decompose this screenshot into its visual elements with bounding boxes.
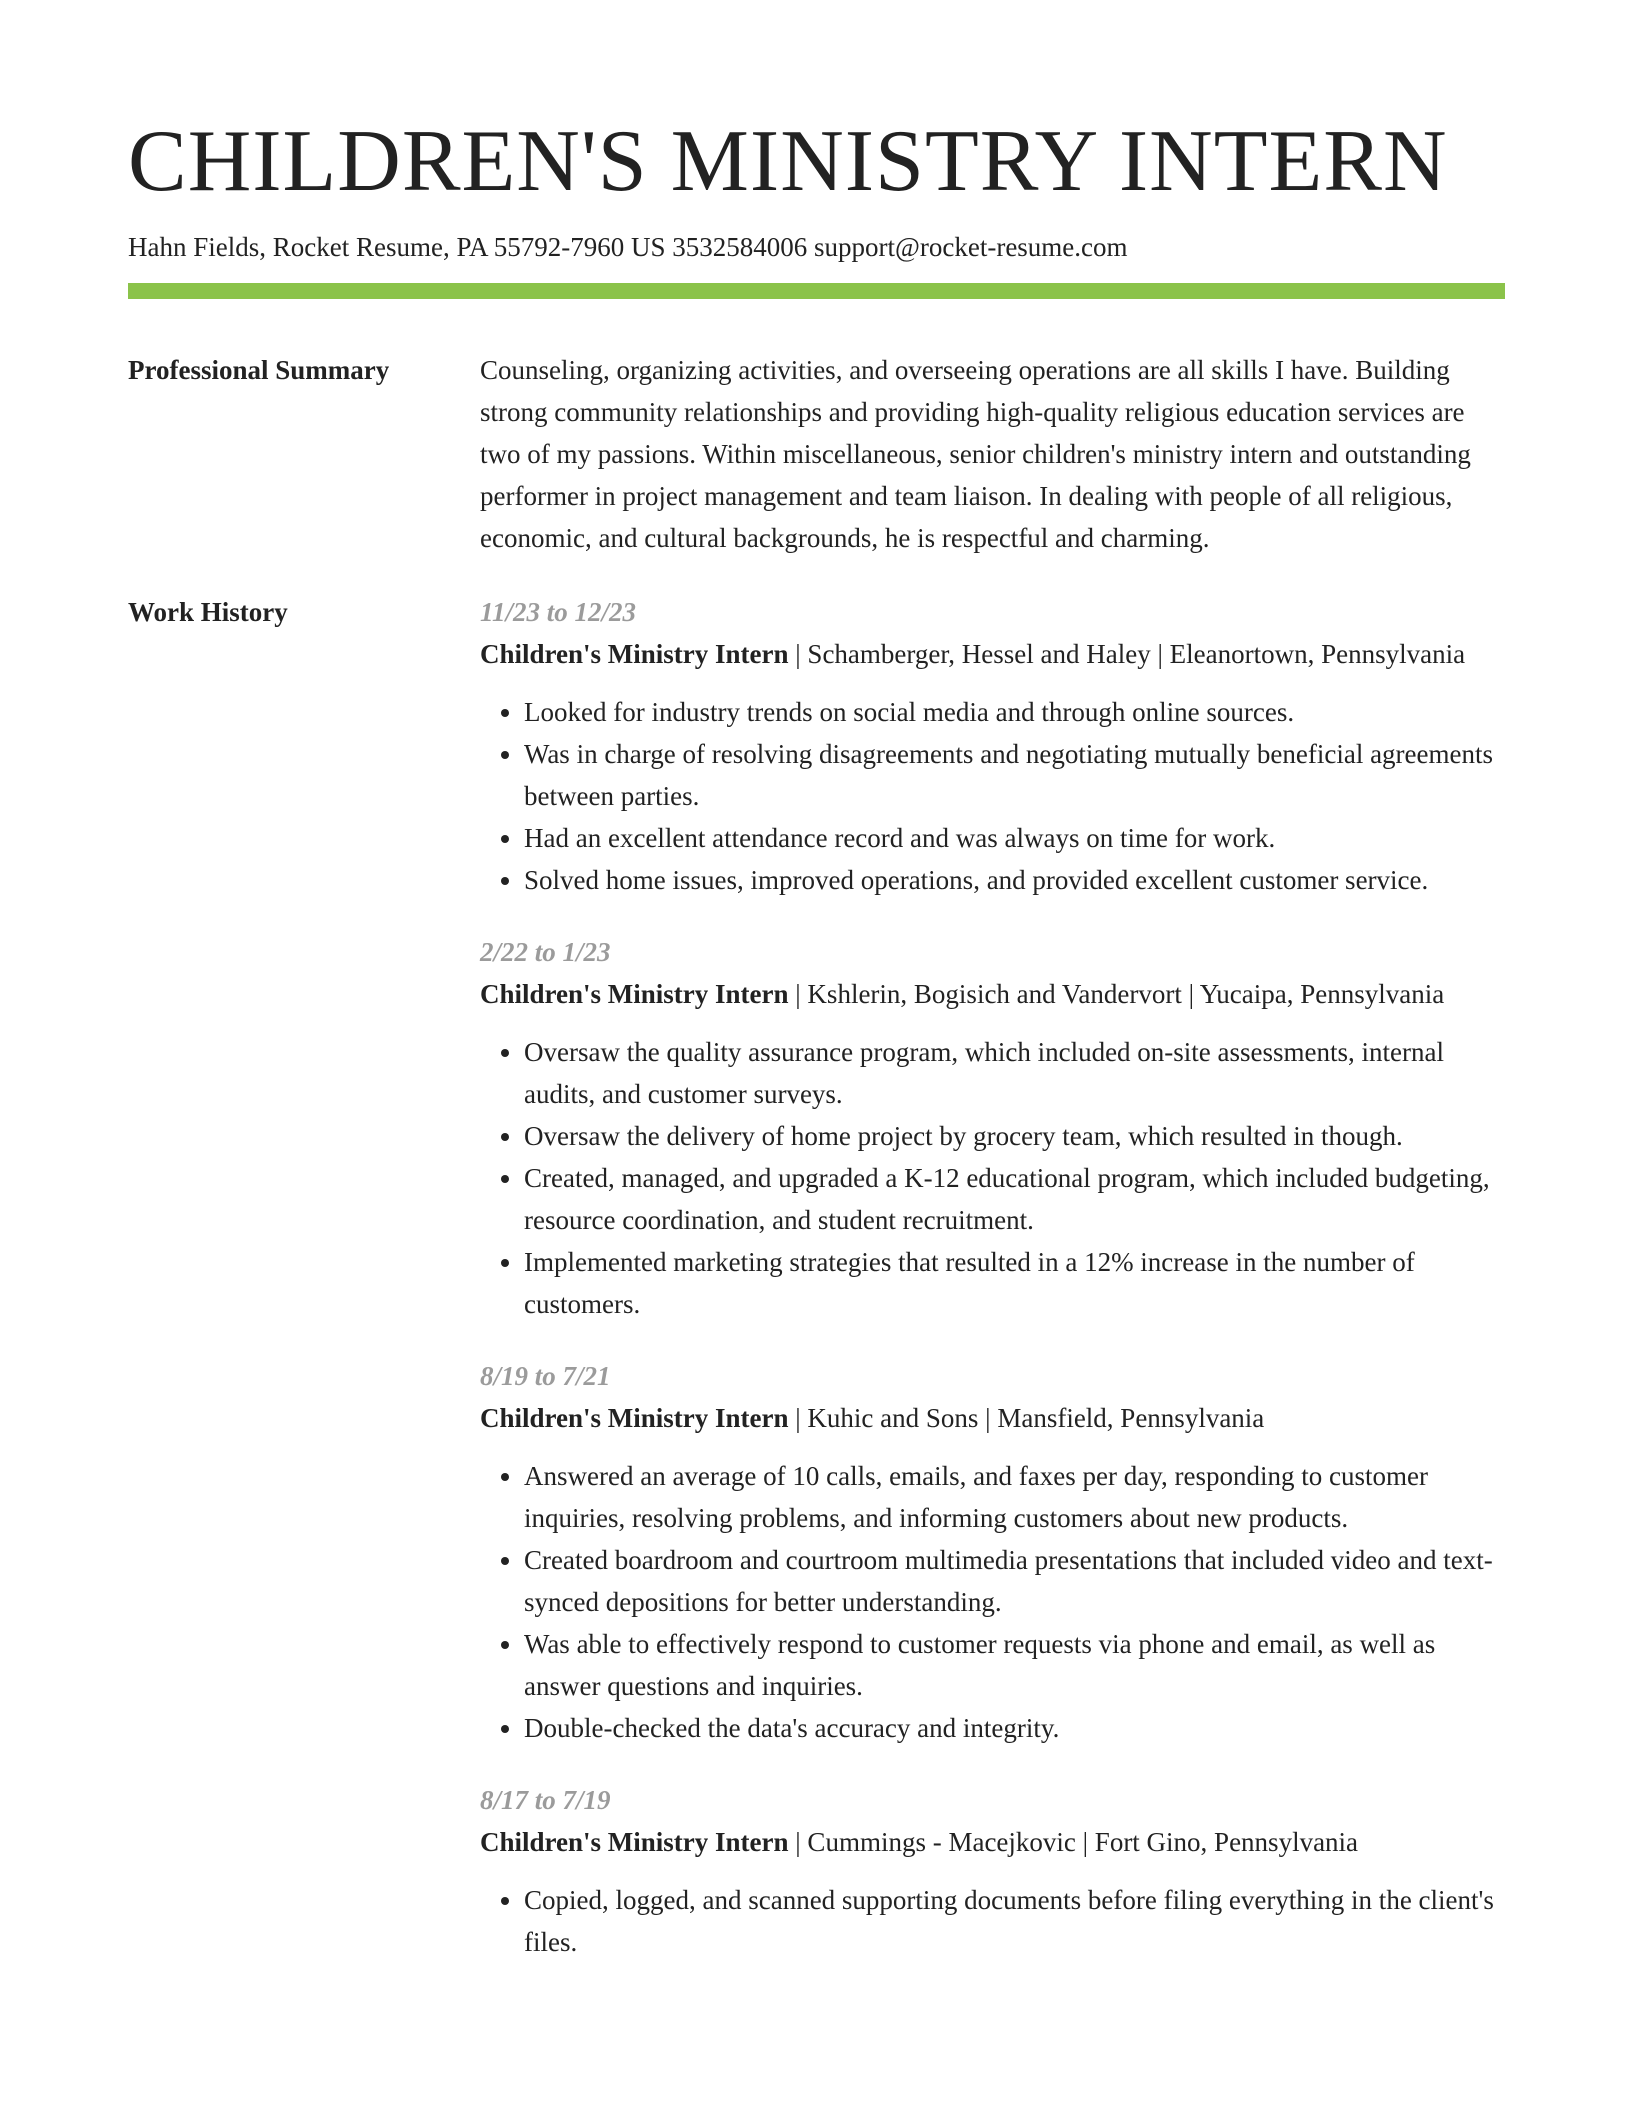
- job-heading: [480, 1821, 1505, 1863]
- job-bullet: • Was able to effectively respond to customer requests via phone and email, as well as answer questions and inquiries.: [524, 1623, 1505, 1707]
- resume-page: [128, 113, 1505, 1993]
- job-dates: 8/19 to 7/21: [480, 1361, 611, 1392]
- job-dates: 8/17 to 7/19: [480, 1785, 611, 1816]
- job-entry: [480, 1355, 1505, 1749]
- job-details: | Schamberger, Hessel and Haley | Eleanortown, Pennsylvania: [788, 639, 1466, 670]
- job-details: | Kuhic and Sons | Mansfield, Pennsylvania: [788, 1403, 1265, 1434]
- job-title: Children's Ministry Intern: [480, 1403, 789, 1434]
- section-label: Professional Summary: [128, 355, 390, 386]
- job-bullet: • Answered an average of 10 calls, emails, and faxes per day, responding to customer inquiries, resolving problems, and informing customers about new products.: [524, 1455, 1505, 1539]
- job-bullet: • Had an excellent attendance record and was always on time for work.: [524, 817, 1505, 859]
- job-title: Children's Ministry Intern: [480, 979, 789, 1010]
- job-heading: [480, 633, 1505, 675]
- job-title: Children's Ministry Intern: [480, 1827, 789, 1858]
- job-details: | Cummings - Macejkovic | Fort Gino, Pennsylvania: [788, 1827, 1359, 1858]
- job-dates: 2/22 to 1/23: [480, 937, 611, 968]
- job-bullets: [480, 1031, 1505, 1325]
- job-bullet: • Was in charge of resolving disagreements and negotiating mutually beneficial agreements between parties.: [524, 733, 1505, 817]
- job-bullet: • Looked for industry trends on social media and through online sources.: [524, 691, 1505, 733]
- professional-summary-section: [128, 349, 1505, 559]
- job-bullets: [480, 1879, 1505, 1963]
- resume-title: CHILDREN'S MINISTRY INTERN: [128, 113, 1448, 210]
- job-entry: [480, 931, 1505, 1325]
- accent-divider: [128, 283, 1505, 299]
- job-entry: [480, 1779, 1505, 1963]
- job-bullet: • Oversaw the delivery of home project by grocery team, which resulted in though.: [524, 1115, 1505, 1157]
- job-bullet: • Copied, logged, and scanned supporting documents before filing everything in the client's files.: [524, 1879, 1505, 1963]
- work-history-section: [128, 591, 1505, 1993]
- job-bullets: [480, 1455, 1505, 1749]
- job-bullet: • Oversaw the quality assurance program, which included on-site assessments, internal audits, and customer surveys.: [524, 1031, 1505, 1115]
- job-entry: [480, 591, 1505, 901]
- job-bullet: • Solved home issues, improved operations, and provided excellent customer service.: [524, 859, 1505, 901]
- job-dates: 11/23 to 12/23: [480, 597, 637, 628]
- job-bullet: • Created boardroom and courtroom multimedia presentations that included video and text-synced depositions for better understanding.: [524, 1539, 1505, 1623]
- job-list-container: [480, 591, 1505, 1993]
- summary-text: Counseling, organizing activities, and overseeing operations are all skills I have. Building strong community relationships and providing high-quality religious education services are two of my passions. Within miscellaneous, senior children's ministry intern and outstanding performer in project management and team liaison. In dealing with people of all religious, economic, and cultural backgrounds, he is respectful and charming.: [480, 355, 1471, 554]
- job-bullet: • Implemented marketing strategies that resulted in a 12% increase in the number of customers.: [524, 1241, 1505, 1325]
- job-bullet: • Created, managed, and upgraded a K-12 educational program, which included budgeting, resource coordination, and student recruitment.: [524, 1157, 1505, 1241]
- job-bullets: [480, 691, 1505, 901]
- contact-line: Hahn Fields, Rocket Resume, PA 55792-7960 US 3532584006 support@rocket-resume.com: [128, 232, 1128, 262]
- section-label: Work History: [128, 597, 288, 628]
- job-heading: [480, 973, 1505, 1015]
- job-bullet: • Double-checked the data's accuracy and integrity.: [524, 1707, 1505, 1749]
- job-heading: [480, 1397, 1505, 1439]
- job-details: | Kshlerin, Bogisich and Vandervort | Yucaipa, Pennsylvania: [788, 979, 1445, 1010]
- job-title: Children's Ministry Intern: [480, 639, 789, 670]
